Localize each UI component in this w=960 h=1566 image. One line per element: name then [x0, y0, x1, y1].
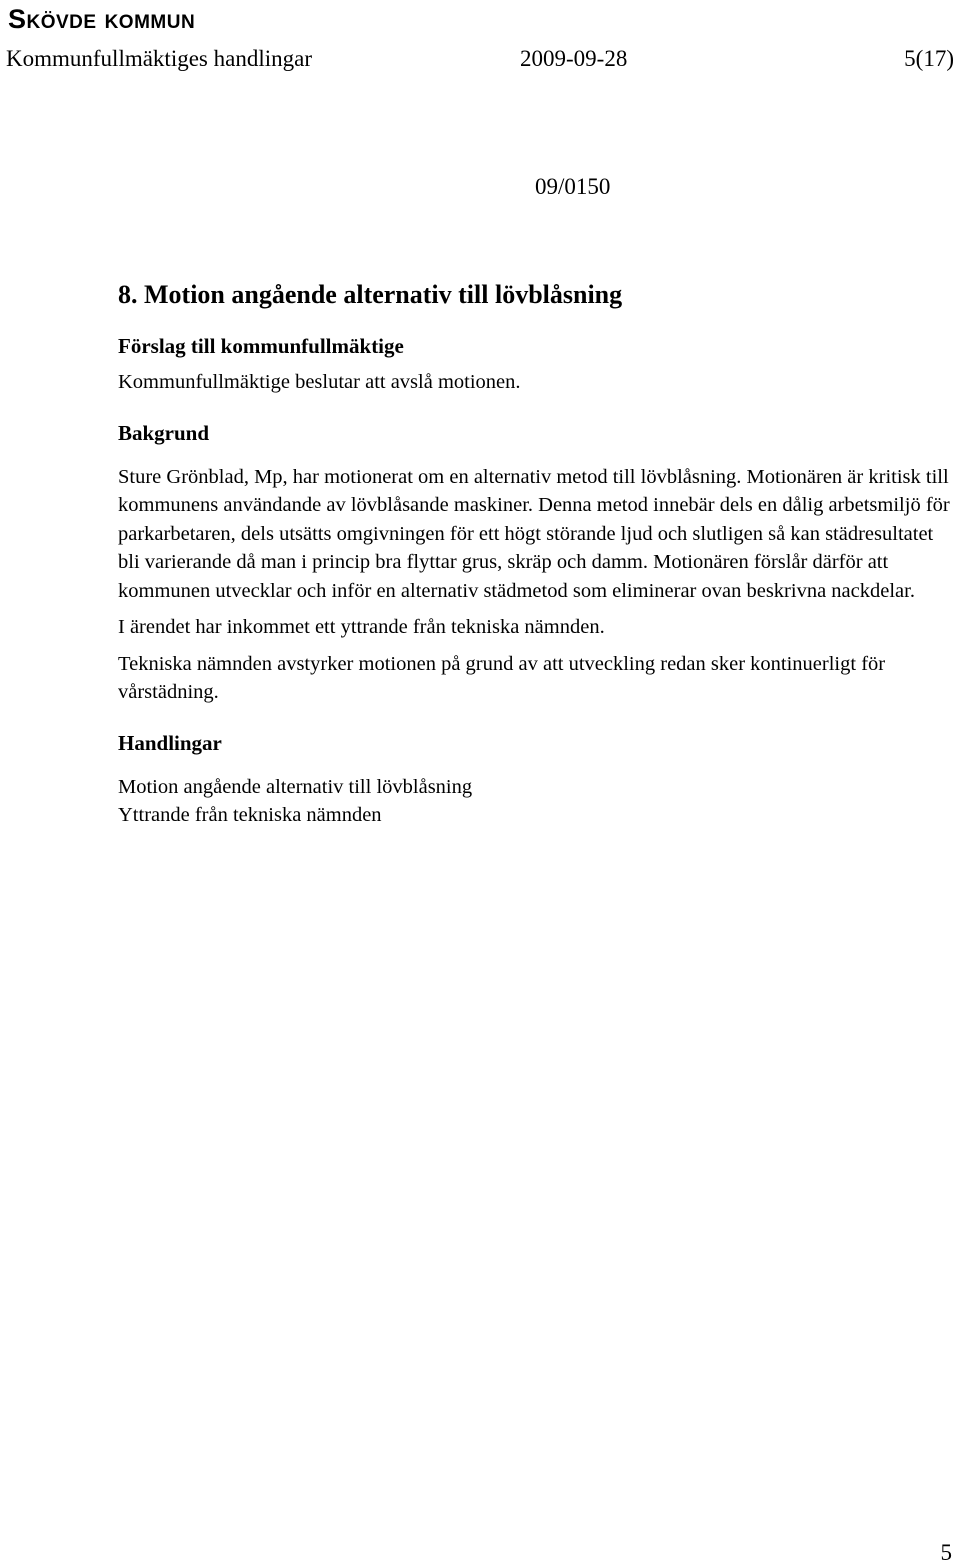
footer-page-number: 5	[940, 1540, 952, 1565]
municipality-logo: Skövde kommun	[8, 4, 196, 34]
proposal-heading: Förslag till kommunfullmäktige	[118, 334, 404, 358]
background-paragraph: I ärendet har inkommet ett yttrande från tekniska nämnden.	[118, 616, 605, 638]
document-body	[118, 278, 954, 830]
header-page-count: 5(17)	[904, 46, 954, 71]
documents-heading: Handlingar	[118, 730, 222, 755]
page-title: 8. Motion angående alternativ till lövblåsning	[118, 280, 623, 309]
background-heading: Bakgrund	[118, 420, 210, 445]
document-list-item: Yttrande från tekniska nämnden	[118, 804, 382, 826]
document-number: 09/0150	[535, 174, 611, 199]
header-title: Kommunfullmäktiges handlingar	[6, 46, 312, 71]
header-date: 2009-09-28	[520, 46, 628, 71]
proposal-text: Kommunfullmäktige beslutar att avslå motionen.	[118, 371, 521, 393]
document-list-item: Motion angående alternativ till lövblåsning	[118, 775, 473, 798]
background-paragraph: Tekniska nämnden avstyrker motionen på grund av att utveckling redan sker kontinuerligt för vårstädning.	[118, 652, 886, 703]
background-paragraph: Sture Grönblad, Mp, har motionerat om en alternativ metod till lövblåsning. Motionären är kritisk till kommunens användande av lövblåsande maskiner. Denna metod innebär dels en dålig arbetsmiljö för parkarbetaren, dels utsätts omgivningen för ett högt störande ljud och slutligen så kan städresultatet bli varierande då man i princip bra flyttar grus, skräp och damm. Motionären förslår därför att kommunen utvecklar och inför en alternativ städmetod som eliminerar ovan beskrivna nackdelar.	[118, 465, 950, 602]
